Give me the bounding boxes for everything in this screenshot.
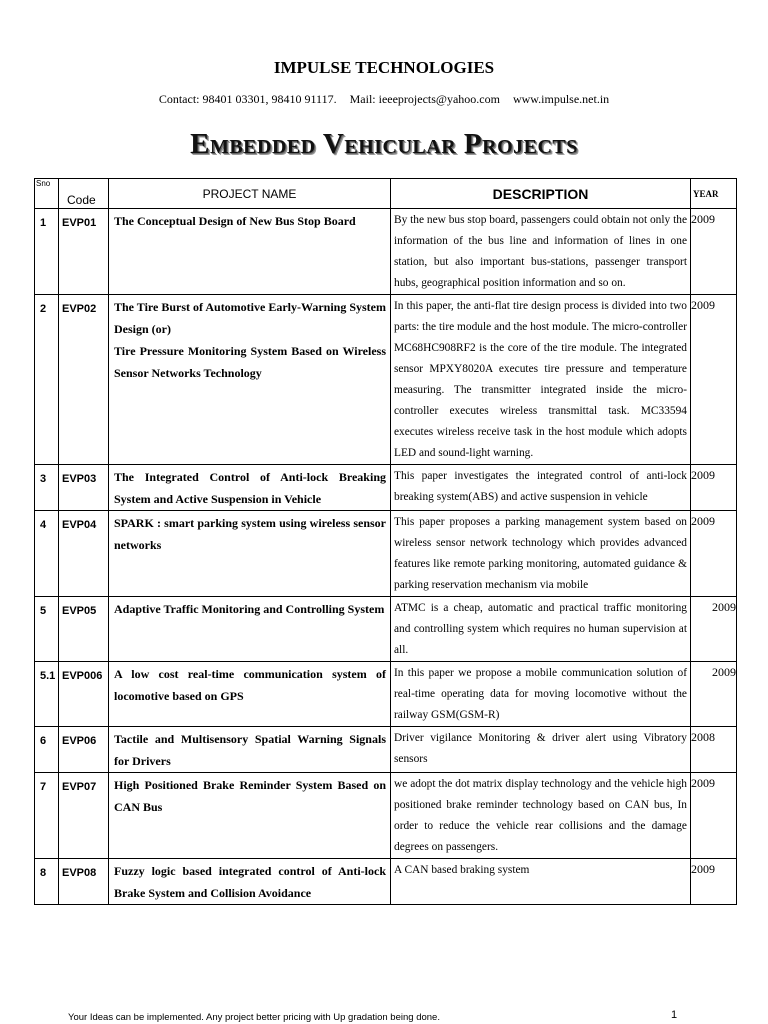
project-name-line: The Tire Burst of Automotive Early-Warning System Design (or) xyxy=(114,300,387,336)
project-name-line: Tire Pressure Monitoring System Based on Wireless Sensor Networks Technology xyxy=(114,344,386,380)
row-code: EVP07 xyxy=(59,773,109,859)
row-description: This paper investigates the integrated control of anti-lock breaking system(ABS) and active suspension in vehicle xyxy=(391,465,691,511)
projects-table xyxy=(34,178,737,905)
table-row xyxy=(35,597,737,662)
row-sno: 3 xyxy=(35,465,59,511)
footer-note: Your Ideas can be implemented. Any project better pricing with Up gradation being done. xyxy=(68,1012,440,1023)
table-row xyxy=(35,859,737,905)
row-year: 2009 xyxy=(691,209,737,295)
row-code: EVP04 xyxy=(59,511,109,597)
contact-mail: Mail: ieeeprojects@yahoo.com xyxy=(349,92,500,106)
table-row xyxy=(35,773,737,859)
project-name-line: Adaptive Traffic Monitoring and Controlling System xyxy=(114,602,385,616)
row-year: 2009 xyxy=(691,295,737,465)
contact-phone: Contact: 98401 03301, 98410 91117. xyxy=(158,92,337,106)
row-sno: 2 xyxy=(35,295,59,465)
row-sno: 5 xyxy=(35,597,59,662)
row-code: EVP01 xyxy=(59,209,109,295)
table-row xyxy=(35,295,737,465)
row-code: EVP05 xyxy=(59,597,109,662)
table-header-row xyxy=(35,179,737,209)
row-code: EVP02 xyxy=(59,295,109,465)
project-name-line: SPARK : smart parking system using wireless sensor networks xyxy=(114,516,386,552)
project-name-line: A low cost real-time communication system of locomotive based on GPS xyxy=(114,667,386,703)
page-number: 1 xyxy=(671,1009,678,1021)
row-description: In this paper we propose a mobile communication solution of real-time operating data for moving locomotive without the railway GSM(GSM-R) xyxy=(391,662,691,727)
table-row xyxy=(35,209,737,295)
row-year: 2009 xyxy=(691,465,737,511)
row-project-name xyxy=(109,773,391,859)
row-project-name xyxy=(109,727,391,773)
table-row xyxy=(35,727,737,773)
row-year: 2009 xyxy=(691,859,737,905)
row-year: 2009 xyxy=(691,597,737,662)
website: www.impulse.net.in xyxy=(512,92,610,106)
row-project-name xyxy=(109,662,391,727)
row-description: we adopt the dot matrix display technology and the vehicle high positioned brake reminder technology based on CAN bus, In order to reduce the vehicle rear collisions and the damage degrees on passengers. xyxy=(391,773,691,859)
row-year: 2009 xyxy=(691,511,737,597)
table-row xyxy=(35,511,737,597)
row-sno: 6 xyxy=(35,727,59,773)
row-project-name xyxy=(109,295,391,465)
table-row xyxy=(35,465,737,511)
row-project-name xyxy=(109,465,391,511)
header-description: DESCRIPTION xyxy=(391,179,691,209)
row-project-name xyxy=(109,209,391,295)
row-code: EVP08 xyxy=(59,859,109,905)
row-sno: 4 xyxy=(35,511,59,597)
table-row xyxy=(35,662,737,727)
row-description: Driver vigilance Monitoring & driver alert using Vibratory sensors xyxy=(391,727,691,773)
header-sno: Sno xyxy=(35,179,59,209)
row-description: In this paper, the anti-flat tire design process is divided into two parts: the tire module and the host module. The micro-controller MC68HC908RF2 is the core of the tire module. The integrated sensor MPXY8020A executes tire pressure and temperature measuring. The transmitter integrated inside the micro-controller executes wireless transmittal task. MC33594 executes wireless receive task in the host module which adopts LED and sound-light warning. xyxy=(391,295,691,465)
header-code: Code xyxy=(59,179,109,209)
row-project-name xyxy=(109,597,391,662)
row-sno: 1 xyxy=(35,209,59,295)
row-code: EVP06 xyxy=(59,727,109,773)
page-title: Embedded Vehicular Projects xyxy=(190,128,578,160)
row-code: EVP03 xyxy=(59,465,109,511)
row-project-name xyxy=(109,859,391,905)
row-year: 2009 xyxy=(691,662,737,727)
row-sno: 8 xyxy=(35,859,59,905)
project-name-line: The Integrated Control of Anti-lock Breaking System and Active Suspension in Vehicle xyxy=(114,470,386,506)
row-year: 2008 xyxy=(691,727,737,773)
row-description: By the new bus stop board, passengers could obtain not only the information of the bus line and information of lines in one station, but also important bus-stations, passenger transport hubs, geographical position information and so on. xyxy=(391,209,691,295)
header-project-name: PROJECT NAME xyxy=(109,179,391,209)
row-description: ATMC is a cheap, automatic and practical traffic monitoring and controlling system which requires no human supervision at all. xyxy=(391,597,691,662)
project-name-line: Tactile and Multisensory Spatial Warning Signals for Drivers xyxy=(114,732,386,768)
project-name-line: High Positioned Brake Reminder System Based on CAN Bus xyxy=(114,778,386,814)
row-code: EVP006 xyxy=(59,662,109,727)
row-sno: 5.1 xyxy=(35,662,59,727)
header-year: YEAR xyxy=(691,179,737,209)
row-description: A CAN based braking system xyxy=(391,859,691,905)
row-year: 2009 xyxy=(691,773,737,859)
contact-line xyxy=(0,92,768,107)
row-description: This paper proposes a parking management system based on wireless sensor network technology which provides advanced features like remote parking monitoring, automated guidance & parking reservation mechanism via mobile xyxy=(391,511,691,597)
project-name-line: Fuzzy logic based integrated control of Anti-lock Brake System and Collision Avoidance xyxy=(114,864,386,900)
project-name-line: The Conceptual Design of New Bus Stop Board xyxy=(114,214,356,228)
row-project-name xyxy=(109,511,391,597)
row-sno: 7 xyxy=(35,773,59,859)
company-name: IMPULSE TECHNOLOGIES xyxy=(273,58,495,77)
